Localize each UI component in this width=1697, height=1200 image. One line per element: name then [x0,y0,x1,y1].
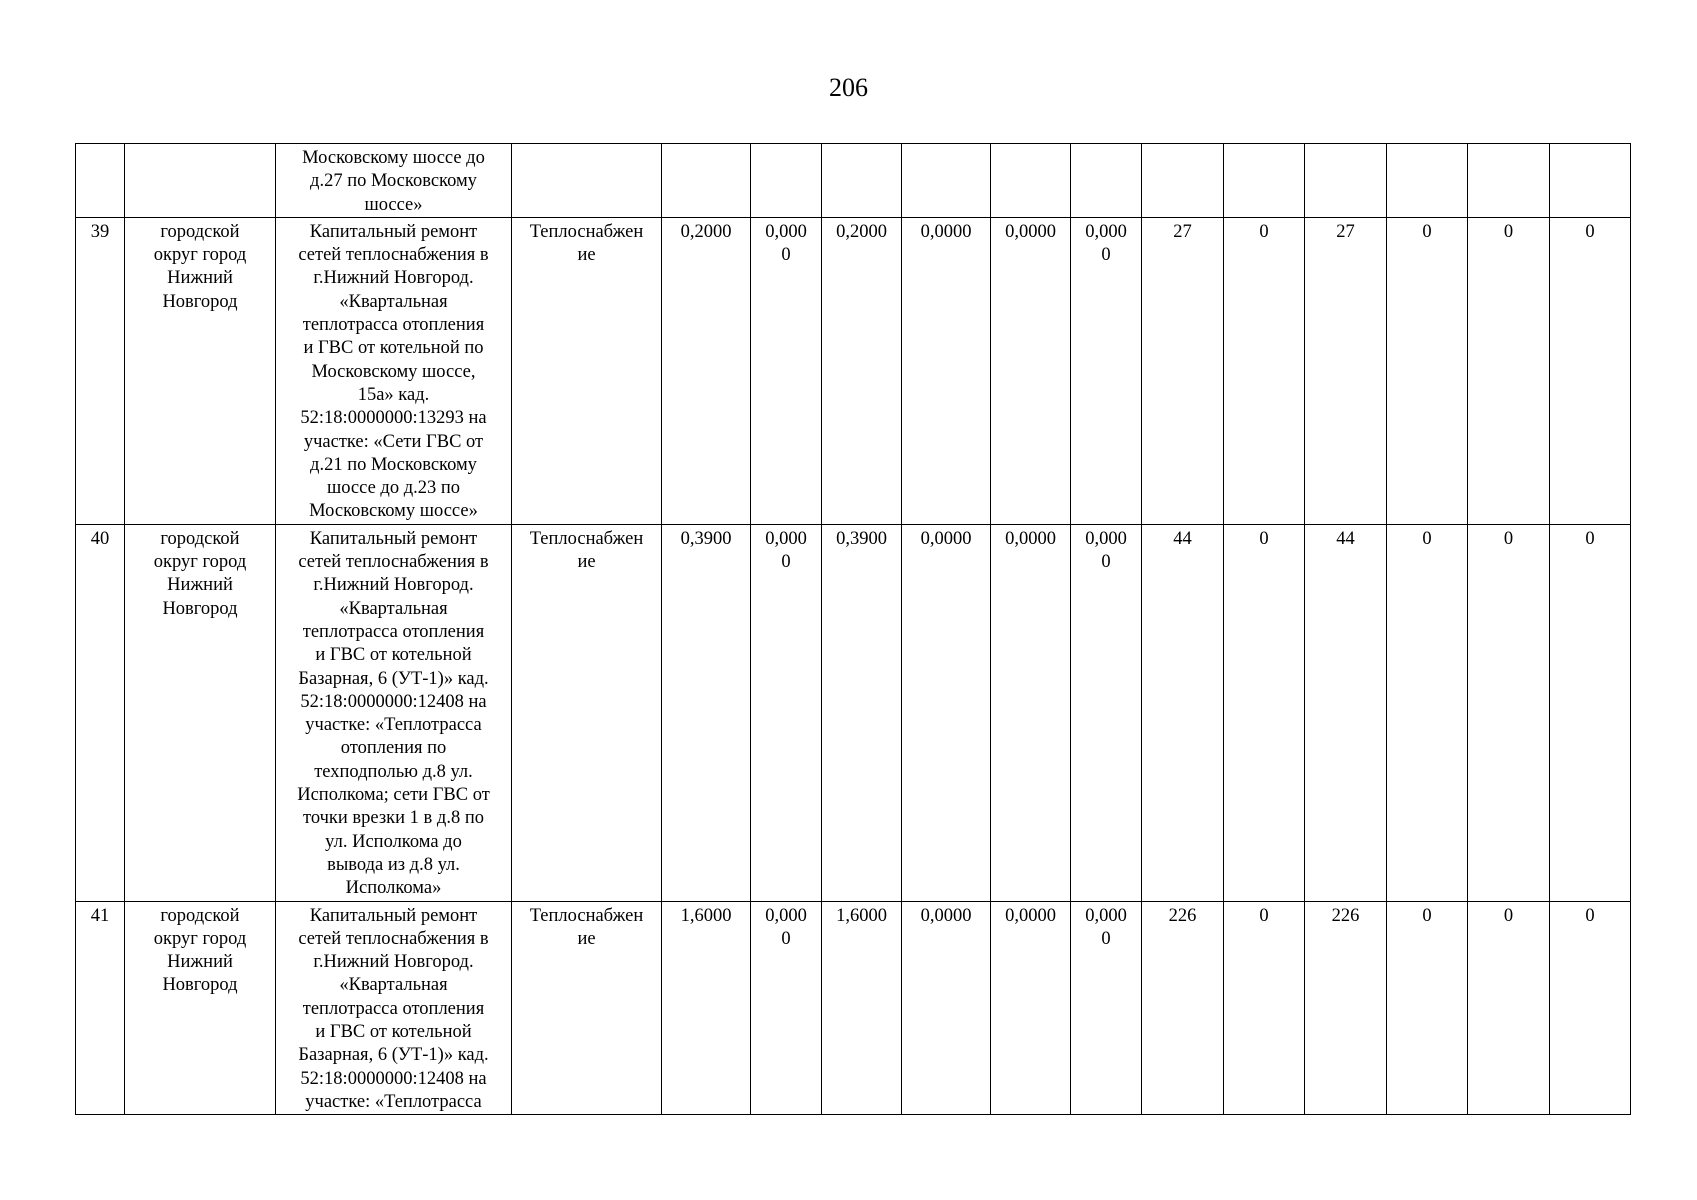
cell-line: городской [160,221,240,242]
cell-line: ие [577,245,596,266]
cell-count-5 [1468,524,1550,901]
cell-line: 15а» кад. [357,384,430,405]
cell-value-4 [902,524,991,901]
cell-line: г.Нижний Новгород. [313,268,474,289]
cell-line: 0,000 [1085,221,1127,242]
cell-text: 27 [1336,221,1355,242]
cell-line: 0 [1101,928,1111,949]
cell-line: ие [577,552,596,573]
cell-value-4 [902,217,991,524]
cell-line: округ город [153,552,247,573]
cell-line: «Квартальная [339,598,448,619]
cell-value-2 [751,524,822,901]
cell-count-2 [1224,524,1305,901]
cell-text: 0 [1585,905,1595,926]
cell-count-5 [1468,901,1550,1115]
cell-value-5 [991,524,1071,901]
cell-line: Новгород [162,598,238,619]
cell-type [512,144,662,218]
cell-value-6 [1071,901,1142,1115]
cell-count-1 [1142,524,1224,901]
cell-line: участке: «Сети ГВС от [303,431,484,452]
cell-line: 1,6000 [836,905,887,926]
cell-municipality [125,144,276,218]
cell-line: Московскому шоссе до [302,148,485,168]
cell-line: 0,0000 [1005,221,1056,242]
cell-line: Базарная, 6 (УТ-1)» кад. [298,668,489,689]
cell-text: 44 [1336,528,1355,549]
cell-line: Теплоснабжен [529,905,644,926]
cell-line: Новгород [162,975,238,996]
cell-description [276,217,512,524]
cell-line: 0,000 [765,221,807,242]
cell-description [276,524,512,901]
cell-count-3 [1305,144,1387,218]
cell-line: г.Нижний Новгород. [313,575,474,596]
cell-text: 0 [1259,221,1269,242]
cell-line: Московскому шоссе, [311,361,476,382]
cell-line: городской [160,528,240,549]
cell-line: Капитальный ремонт [309,528,478,549]
cell-line: 0,3900 [680,528,732,549]
cell-text: 226 [1168,905,1197,926]
cell-line: Базарная, 6 (УТ-1)» кад. [298,1045,489,1066]
table-row [76,217,1631,524]
cell-line: 0,2000 [680,221,732,242]
cell-line: сетей теплоснабжения в [298,552,489,573]
cell-line: ул. Исполкома до [325,831,462,852]
cell-line: Нижний [167,952,233,973]
cell-line: «Квартальная [339,291,448,312]
cell-line: 0,0000 [1005,905,1056,926]
cell-value-2 [751,217,822,524]
cell-count-6 [1550,144,1631,218]
cell-value-3 [822,217,902,524]
cell-value-4 [902,144,991,218]
cell-line: Новгород [162,291,238,312]
cell-text: 39 [90,221,110,242]
cell-line: д.21 по Московскому [310,454,477,475]
cell-value-3 [822,144,902,218]
cell-line: 0 [781,245,791,266]
cell-line: теплотрасса отопления [302,621,485,642]
cell-count-5 [1468,217,1550,524]
cell-count-1 [1142,217,1224,524]
cell-line: ие [577,928,596,949]
cell-line: и ГВС от котельной [315,1021,472,1042]
cell-text: 0 [1503,528,1514,549]
cell-description [276,144,512,218]
cell-line: теплотрасса отопления [302,315,485,336]
cell-line: Нижний [167,268,233,289]
cell-line: участке: «Теплотрасса [305,715,482,736]
cell-line: Теплоснабжен [529,221,644,242]
cell-value-6 [1071,217,1142,524]
cell-text: 27 [1173,221,1192,242]
cell-value-1 [662,217,751,524]
cell-count-1 [1142,901,1224,1115]
cell-text: 0 [1585,221,1595,242]
cell-text: 0 [1503,221,1514,242]
cell-line: 0,000 [1085,528,1127,549]
cell-count-4 [1387,217,1468,524]
cell-value-1 [662,901,751,1115]
cell-line: Московскому шоссе» [309,501,478,522]
cell-line: «Квартальная [339,975,448,996]
cell-text: 0 [1503,905,1514,926]
cell-text: 0 [1259,528,1269,549]
cell-line: 0 [1101,245,1111,266]
cell-value-4 [902,901,991,1115]
cell-line: Исполкома» [345,878,442,899]
cell-text: 0 [1585,528,1595,549]
cell-line: 0,0000 [1005,528,1056,549]
cell-text: 41 [90,905,110,926]
cell-value-2 [751,901,822,1115]
cell-line: точки врезки 1 в д.8 по [303,808,484,829]
cell-count-2 [1224,217,1305,524]
cell-line: 0 [781,928,791,949]
cell-line: и ГВС от котельной по [303,338,484,359]
cell-municipality [125,217,276,524]
cell-count-4 [1387,901,1468,1115]
cell-line: 0,000 [1085,905,1127,926]
cell-line: городской [160,905,240,926]
cell-line: вывода из д.8 ул. [327,854,460,875]
cell-count-4 [1387,144,1468,218]
cell-value-6 [1071,524,1142,901]
cell-count-5 [1468,144,1550,218]
cell-value-3 [822,524,902,901]
cell-number [76,217,125,524]
cell-line: Исполкома; сети ГВС от [297,785,490,806]
cell-line: Нижний [167,575,233,596]
cell-line: 0,0000 [920,905,972,926]
cell-value-5 [991,217,1071,524]
cell-line: округ город [153,245,247,266]
cell-line: 0,0000 [920,528,972,549]
cell-line: 52:18:0000000:13293 на [300,408,487,429]
cell-value-5 [991,144,1071,218]
cell-value-3 [822,901,902,1115]
cell-value-5 [991,901,1071,1115]
data-table [75,143,1631,1115]
cell-line: 52:18:0000000:12408 на [300,691,487,712]
cell-line: 0,3900 [836,528,887,549]
cell-count-3 [1305,217,1387,524]
cell-line: 52:18:0000000:12408 на [300,1068,487,1089]
cell-text: 0 [1422,528,1432,549]
cell-type [512,217,662,524]
cell-line: участке: «Теплотрасса [305,1091,482,1112]
cell-line: округ город [153,928,247,949]
cell-line: 0,000 [765,905,807,926]
cell-line: 0,000 [765,528,807,549]
cell-count-2 [1224,144,1305,218]
cell-text: 40 [90,528,110,549]
cell-count-3 [1305,901,1387,1115]
cell-line: д.27 по Московскому [310,171,477,192]
page-number: 206 [829,73,868,102]
cell-count-4 [1387,524,1468,901]
cell-number [76,144,125,218]
cell-value-2 [751,144,822,218]
cell-text: 44 [1173,528,1192,549]
cell-line: теплотрасса отопления [302,998,485,1019]
cell-line: 0,0000 [920,221,972,242]
cell-type [512,901,662,1115]
table-row [76,901,1631,1115]
cell-text: 0 [1259,905,1269,926]
cell-line: сетей теплоснабжения в [298,928,489,949]
cell-line: шоссе» [364,194,423,215]
cell-count-2 [1224,901,1305,1115]
cell-municipality [125,524,276,901]
cell-line: отопления по [340,738,447,759]
cell-text: 0 [1422,905,1432,926]
cell-line: Капитальный ремонт [309,905,478,926]
cell-value-6 [1071,144,1142,218]
cell-description [276,901,512,1115]
cell-text: 226 [1331,905,1360,926]
cell-count-6 [1550,524,1631,901]
cell-value-1 [662,144,751,218]
cell-type [512,524,662,901]
cell-count-6 [1550,901,1631,1115]
cell-value-1 [662,524,751,901]
cell-count-3 [1305,524,1387,901]
cell-municipality [125,901,276,1115]
cell-line: 0 [1101,552,1111,573]
cell-line: 0 [781,552,791,573]
cell-number [76,901,125,1115]
cell-count-6 [1550,217,1631,524]
cell-line: шоссе до д.23 по [326,478,461,499]
cell-count-1 [1142,144,1224,218]
table-row [76,524,1631,901]
cell-line: г.Нижний Новгород. [313,952,474,973]
cell-line: и ГВС от котельной [315,645,472,666]
cell-text: 0 [1422,221,1432,242]
cell-line: техподполью д.8 ул. [314,761,473,782]
cell-line: 0,2000 [836,221,887,242]
cell-line: сетей теплоснабжения в [298,245,489,266]
cell-line: Теплоснабжен [529,528,644,549]
table-row [76,144,1631,218]
cell-number [76,524,125,901]
cell-line: 1,6000 [680,905,732,926]
cell-line: Капитальный ремонт [309,221,478,242]
